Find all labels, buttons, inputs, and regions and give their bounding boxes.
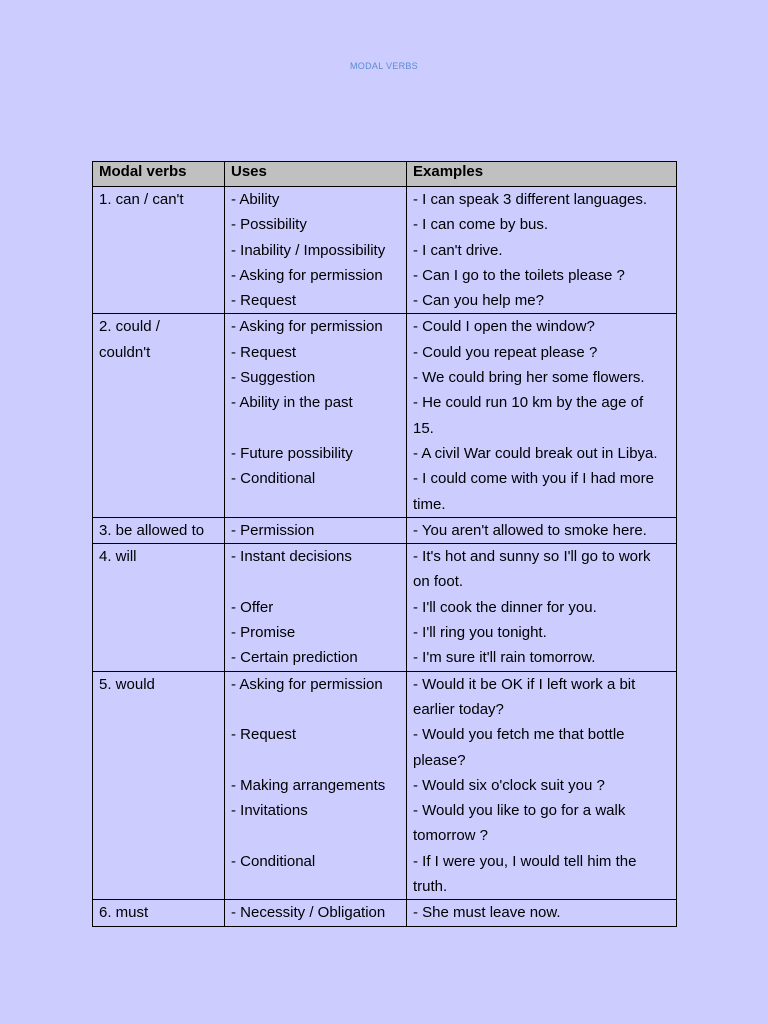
cell-line: - Asking for permission xyxy=(231,675,383,693)
cell-line: - Promise xyxy=(231,624,296,642)
modal-verb-cell xyxy=(93,671,225,900)
examples-cell xyxy=(407,187,677,314)
cell-line: - Ability in the past xyxy=(231,394,353,412)
cell-line: earlier today? xyxy=(413,700,504,718)
examples-cell xyxy=(407,671,677,900)
table-header-row xyxy=(93,162,677,187)
cell-line: couldn't xyxy=(99,343,151,361)
cell-line: 1. can / can't xyxy=(99,191,184,208)
cell-line: - Conditional xyxy=(231,470,316,488)
cell-line: - Would it be OK if I left work a bit xyxy=(413,675,636,693)
cell-line: - A civil War could break out in Libya. xyxy=(413,444,658,462)
table-row xyxy=(93,517,677,543)
document-title: MODAL VERBS xyxy=(350,61,418,71)
cell-line: 3. be allowed to xyxy=(99,521,205,539)
table-body xyxy=(93,187,677,927)
cell-line: - Offer xyxy=(231,598,274,616)
cell-line: tomorrow ? xyxy=(413,827,489,845)
cell-line: - Future possibility xyxy=(231,444,353,462)
cell-line: 15. xyxy=(413,419,434,437)
cell-line xyxy=(231,416,400,441)
modal-verbs-table xyxy=(92,161,677,927)
cell-line: - I'll cook the dinner for you. xyxy=(413,598,597,616)
modal-verb-cell xyxy=(93,187,225,314)
cell-line: 6. must xyxy=(99,904,149,922)
cell-line: - He could run 10 km by the age of xyxy=(413,394,644,412)
header-modal-verbs: Modal verbs xyxy=(93,162,225,187)
cell-line: - Invitations xyxy=(231,802,308,820)
cell-line: time. xyxy=(413,495,446,513)
cell-line: on foot. xyxy=(413,573,464,591)
cell-line xyxy=(231,697,400,722)
cell-line xyxy=(231,492,400,517)
cell-line: - I could come with you if I had more xyxy=(413,470,654,488)
examples-cell xyxy=(407,314,677,517)
cell-line: - Can I go to the toilets please ? xyxy=(413,266,625,284)
cell-line: - Would six o'clock suit you ? xyxy=(413,776,605,794)
cell-line: - I'm sure it'll rain tomorrow. xyxy=(413,649,596,667)
cell-line: - Can you help me? xyxy=(413,292,544,310)
cell-line: - Request xyxy=(231,726,297,744)
cell-line: - You aren't allowed to smoke here. xyxy=(413,521,647,539)
table-row xyxy=(93,900,677,926)
cell-line: - Request xyxy=(231,292,297,310)
cell-line: - Certain prediction xyxy=(231,649,358,667)
header-uses: Uses xyxy=(225,162,407,187)
examples-cell xyxy=(407,900,677,926)
cell-line: - Suggestion xyxy=(231,369,316,387)
uses-cell xyxy=(225,900,407,926)
cell-line: - I can speak 3 different languages. xyxy=(413,191,648,208)
cell-line: 4. will xyxy=(99,548,137,566)
cell-line: - If I were you, I would tell him the xyxy=(413,852,637,870)
table-row xyxy=(93,671,677,900)
modal-verb-cell xyxy=(93,517,225,543)
cell-line: - I can't drive. xyxy=(413,241,503,259)
cell-line: - Conditional xyxy=(231,852,316,870)
cell-line: - Could I open the window? xyxy=(413,318,595,336)
cell-line: please? xyxy=(413,751,466,769)
table-row xyxy=(93,187,677,314)
cell-line: - Would you like to go for a walk xyxy=(413,802,626,820)
cell-line: - She must leave now. xyxy=(413,904,561,922)
examples-cell xyxy=(407,517,677,543)
cell-line: - Request xyxy=(231,343,297,361)
uses-cell xyxy=(225,187,407,314)
cell-line: - Asking for permission xyxy=(231,318,383,336)
cell-line: truth. xyxy=(413,878,448,896)
modal-verb-cell xyxy=(93,314,225,517)
cell-line: 5. would xyxy=(99,675,155,693)
table-row xyxy=(93,544,677,671)
cell-line: - I can come by bus. xyxy=(413,216,549,234)
cell-line: - Inability / Impossibility xyxy=(231,241,386,259)
cell-line xyxy=(231,569,400,594)
cell-line: - I'll ring you tonight. xyxy=(413,624,547,642)
examples-cell xyxy=(407,544,677,671)
cell-line: - Instant decisions xyxy=(231,548,352,566)
cell-line xyxy=(231,823,400,848)
cell-line xyxy=(231,874,400,899)
cell-line: - We could bring her some flowers. xyxy=(413,369,645,387)
cell-line: - Asking for permission xyxy=(231,266,383,284)
cell-line: - Necessity / Obligation xyxy=(231,904,386,922)
modal-verb-cell xyxy=(93,900,225,926)
cell-line: - It's hot and sunny so I'll go to work xyxy=(413,548,651,566)
cell-line: - Possibility xyxy=(231,216,307,234)
cell-line: - Would you fetch me that bottle xyxy=(413,726,625,744)
uses-cell xyxy=(225,544,407,671)
cell-line xyxy=(231,748,400,773)
cell-line: - Making arrangements xyxy=(231,776,386,794)
modal-verb-cell xyxy=(93,544,225,671)
uses-cell xyxy=(225,517,407,543)
cell-line: 2. could / xyxy=(99,318,160,336)
cell-line: - Permission xyxy=(231,521,315,539)
cell-line: - Ability xyxy=(231,191,280,208)
cell-line: - Could you repeat please ? xyxy=(413,343,598,361)
table-row xyxy=(93,314,677,517)
uses-cell xyxy=(225,671,407,900)
header-examples: Examples xyxy=(407,162,677,187)
uses-cell xyxy=(225,314,407,517)
